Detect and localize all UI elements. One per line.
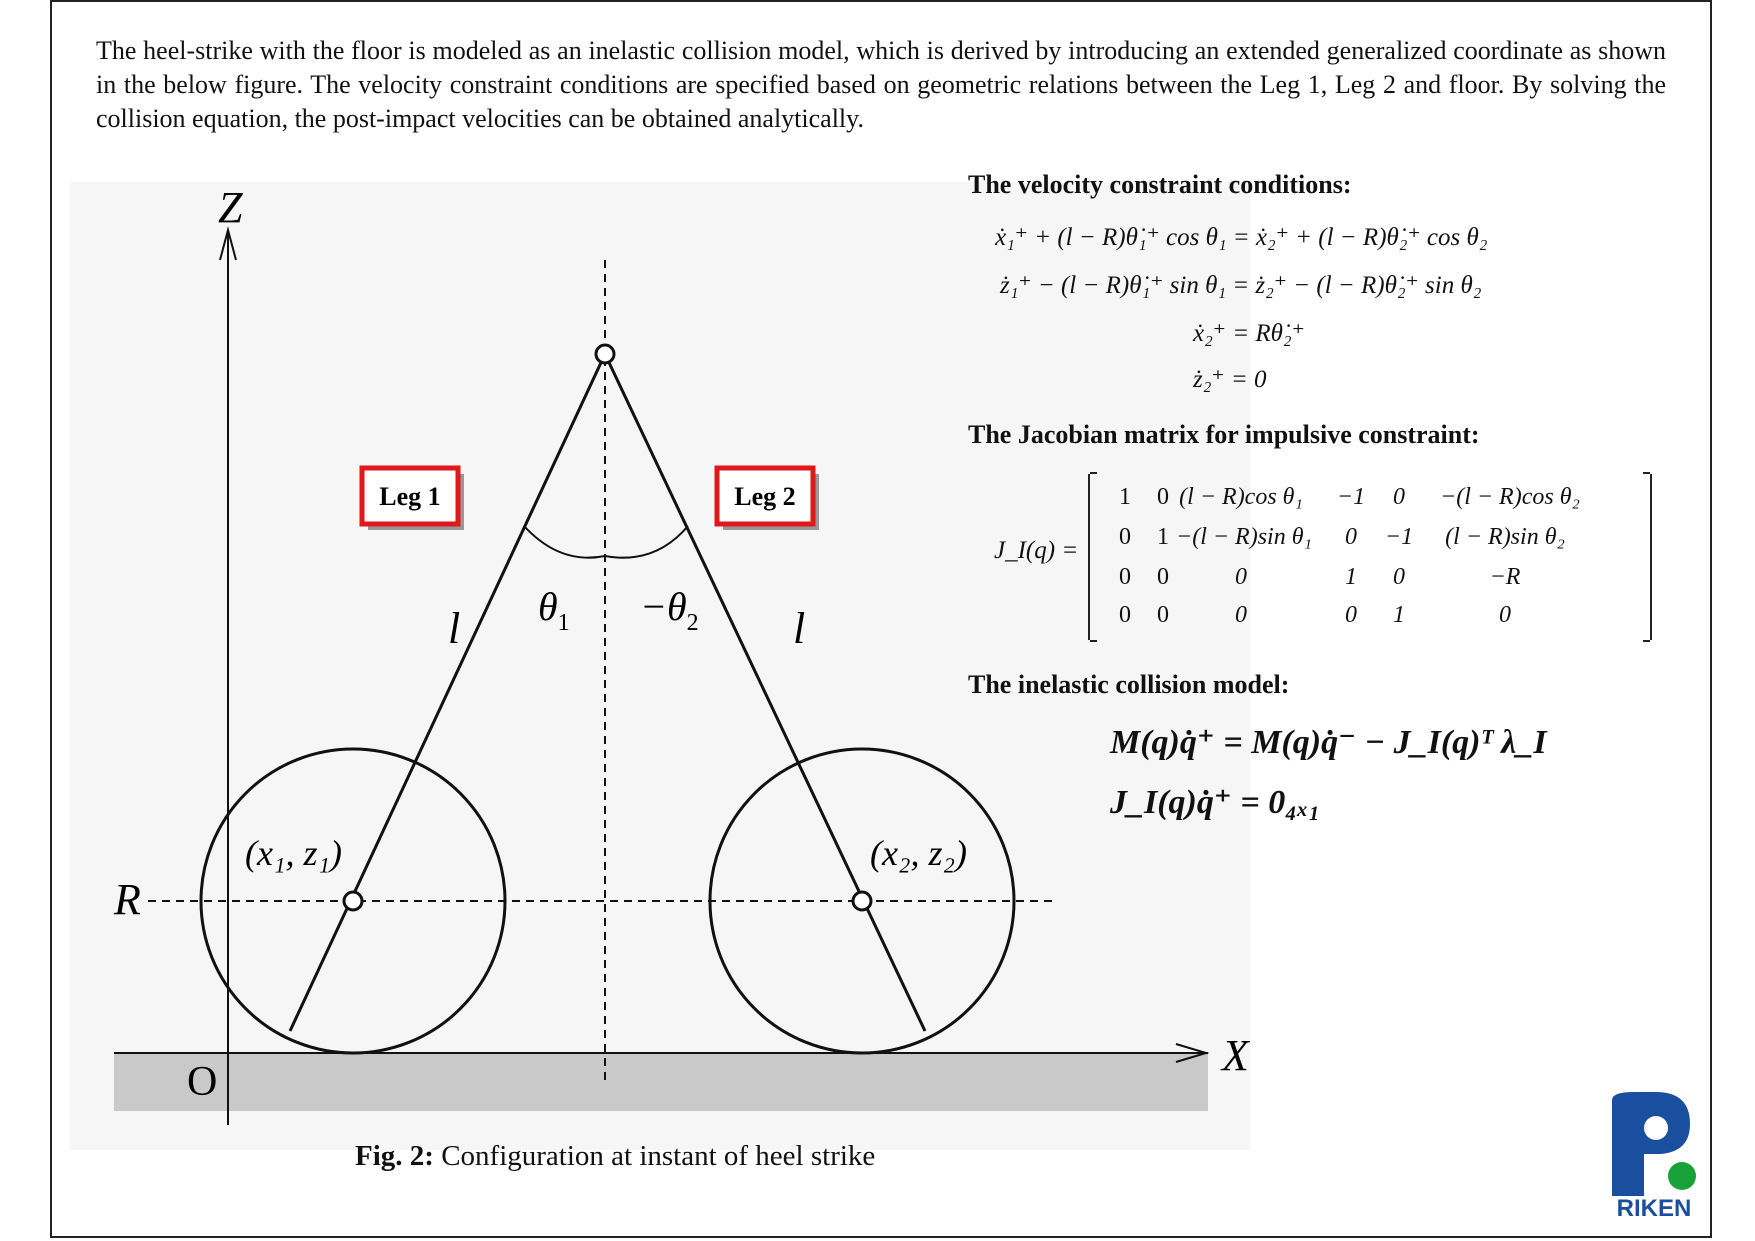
- radius-label: R: [114, 875, 141, 924]
- matrix-cell: −1: [1384, 524, 1414, 550]
- logo-hole: [1644, 1116, 1668, 1140]
- floor: [114, 1053, 1208, 1111]
- jacobian-heading: The Jacobian matrix for impulsive constraint:: [968, 420, 1480, 449]
- velocity-heading: The velocity constraint conditions:: [968, 170, 1352, 199]
- matrix-cell: 0: [1235, 564, 1247, 590]
- jacobian-label: J_I(q) =: [994, 537, 1079, 564]
- configuration-figure: [70, 160, 1250, 1150]
- matrix-cell: 1: [1393, 602, 1405, 628]
- figure-caption: Fig. 2: Configuration at instant of heel strike: [355, 1140, 876, 1172]
- matrix-cell: 0: [1157, 484, 1169, 510]
- origin-label: O: [187, 1059, 218, 1105]
- matrix-cell: 0: [1393, 484, 1405, 510]
- matrix-cell: 0: [1235, 602, 1247, 628]
- leg-1-label: Leg 1: [379, 482, 441, 511]
- matrix-cell: −R: [1489, 564, 1521, 590]
- matrix-cell: 0: [1157, 564, 1169, 590]
- logo-dot: [1668, 1162, 1696, 1190]
- matrix-cell: 0: [1393, 564, 1405, 590]
- point-2-label: (x₂, z₂): [870, 833, 967, 873]
- matrix-cell: 0: [1119, 524, 1131, 550]
- matrix-cell: −(l − R)cos θ₂: [1440, 484, 1580, 510]
- matrix-cell: −(l − R)sin θ₁: [1176, 524, 1312, 550]
- z-axis-label: Z: [218, 183, 243, 232]
- logo-text: RIKEN: [1616, 1195, 1692, 1220]
- wheel-2-center: [853, 892, 871, 910]
- matrix-cell: 0: [1499, 602, 1511, 628]
- velocity-eq-3: ẋ₂⁺ = Rθ̇₂⁺: [1193, 320, 1305, 347]
- matrix-cell: 0: [1345, 524, 1357, 550]
- collision-eq-2: J_I(q)q̇⁺ = 0₄ₓ₁: [1110, 784, 1321, 821]
- matrix-cell: 0: [1157, 602, 1169, 628]
- leg-1-length-label: l: [448, 604, 461, 653]
- figure-background: [70, 182, 1250, 1150]
- matrix-cell: 1: [1345, 564, 1357, 590]
- leg-2-label: Leg 2: [734, 482, 796, 511]
- matrix-cell: (l − R)sin θ₂: [1445, 524, 1565, 550]
- intro-paragraph: The heel-strike with the floor is modeled as an inelastic collision model, which is derived by introducing an extended generalized coordinate as shown in the below figure. The velocity constraint conditions are specified based on geometric relations between the Leg 1, Leg 2 and floor. By solving the collision equation, the post-impact velocities can be obtained analytically.: [96, 36, 1666, 133]
- velocity-eq-4: ż₂⁺ = 0: [1193, 366, 1267, 393]
- hip-joint: [596, 345, 614, 363]
- matrix-cell: 0: [1119, 602, 1131, 628]
- matrix-cell: (l − R)cos θ₁: [1179, 484, 1303, 510]
- matrix-cell: −1: [1336, 484, 1366, 510]
- x-axis-label: X: [1222, 1031, 1249, 1080]
- point-1-label: (x₁, z₁): [245, 833, 342, 873]
- jacobian-matrix: [1088, 474, 1652, 640]
- wheel-1-center: [344, 892, 362, 910]
- matrix-cell: 1: [1119, 484, 1131, 510]
- collision-eq-1: M(q)q̇⁺ = M(q)q̇⁻ − J_I(q)ᵀ λ_I: [1110, 724, 1547, 761]
- riken-logo: [1604, 1090, 1704, 1220]
- matrix-cell: 1: [1157, 524, 1169, 550]
- matrix-cell: 0: [1119, 564, 1131, 590]
- theta2-label: $-\theta_2$: [640, 584, 699, 636]
- theta1-label: $\theta_1$: [538, 584, 570, 636]
- leg-2-length-label: l: [793, 604, 806, 653]
- matrix-cell: 0: [1345, 602, 1357, 628]
- collision-heading: The inelastic collision model:: [968, 670, 1290, 699]
- velocity-eq-1: ẋ₁⁺ + (l − R)θ̇₁⁺ cos θ₁ = ẋ₂⁺ + (l − R)θ̇₂⁺ cos θ₂: [995, 224, 1488, 251]
- velocity-eq-2: ż₁⁺ − (l − R)θ̇₁⁺ sin θ₁ = ż₂⁺ − (l − R)θ̇₂⁺ sin θ₂: [1000, 272, 1482, 299]
